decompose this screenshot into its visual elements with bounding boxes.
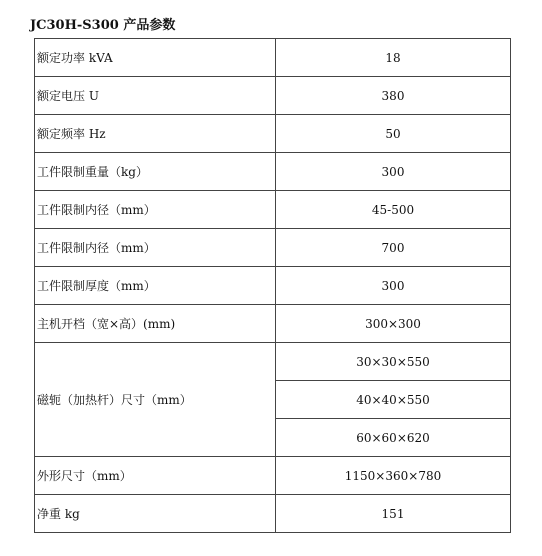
table-row (35, 115, 511, 153)
row-value: 40×40×550 (276, 381, 511, 419)
table-row (35, 191, 511, 229)
table-row (35, 229, 511, 267)
row-label: 净重 kg (35, 495, 276, 533)
row-label: 主机开档（宽×高）(mm) (35, 305, 276, 343)
table-row (35, 153, 511, 191)
table-row (35, 305, 511, 343)
table-row (35, 39, 511, 77)
row-value: 380 (276, 77, 511, 115)
row-value: 30×30×550 (276, 343, 511, 381)
row-label: 磁轭（加热杆）尺寸（mm） (35, 343, 276, 457)
row-label: 工件限制厚度（mm） (35, 267, 276, 305)
row-label: 工件限制内径（mm） (35, 229, 276, 267)
spec-table (34, 38, 511, 533)
row-label: 工件限制内径（mm） (35, 191, 276, 229)
row-value: 300 (276, 153, 511, 191)
row-value: 60×60×620 (276, 419, 511, 457)
row-value: 45-500 (276, 191, 511, 229)
table-row (35, 77, 511, 115)
row-value: 700 (276, 229, 511, 267)
row-label: 额定功率 kVA (35, 39, 276, 77)
table-row (35, 267, 511, 305)
row-value: 300 (276, 267, 511, 305)
row-label: 外形尺寸（mm） (35, 457, 276, 495)
table-row (35, 343, 511, 381)
row-value: 151 (276, 495, 511, 533)
page-title: JC30H-S300 产品参数 (30, 18, 176, 33)
row-label: 额定电压 U (35, 77, 276, 115)
row-value: 50 (276, 115, 511, 153)
table-row (35, 495, 511, 533)
row-value: 300×300 (276, 305, 511, 343)
row-value: 1150×360×780 (276, 457, 511, 495)
table-row (35, 457, 511, 495)
row-value: 18 (276, 39, 511, 77)
row-label: 工件限制重量（kg） (35, 153, 276, 191)
row-label: 额定频率 Hz (35, 115, 276, 153)
